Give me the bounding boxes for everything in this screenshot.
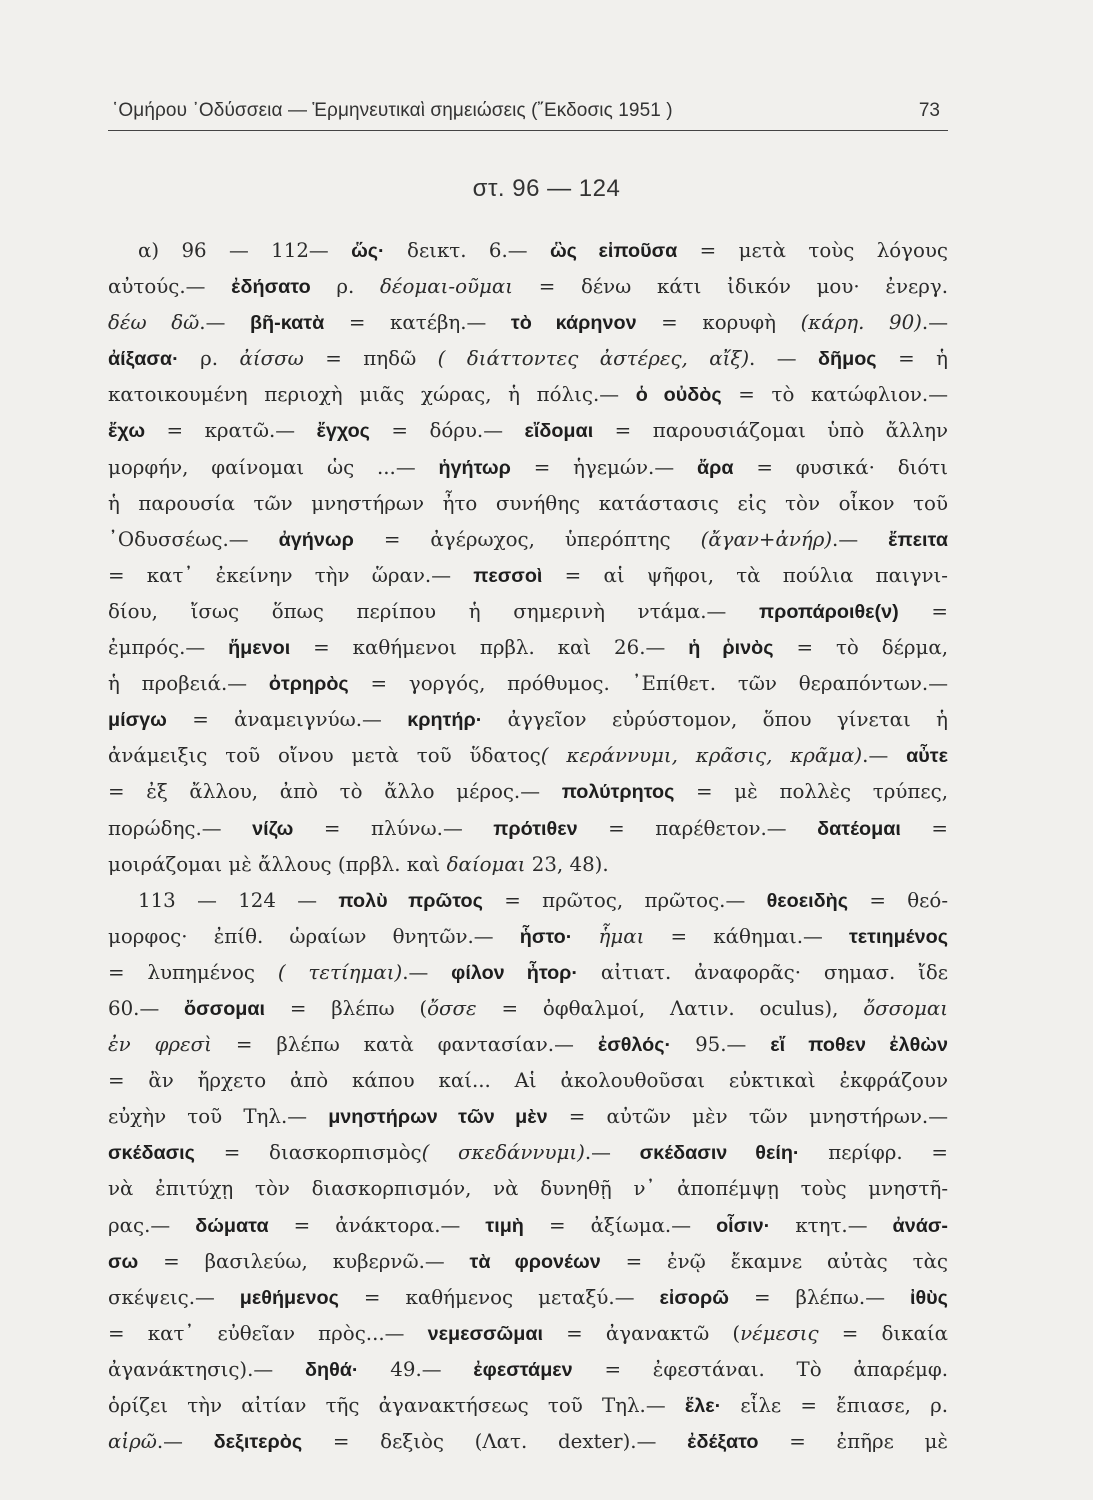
lemma: φίλον ἦτορ· bbox=[451, 961, 579, 984]
text-line bbox=[108, 269, 948, 305]
gloss-text: ἀγγεῖον εὐρύστομον, ὅπου γίνεται ἡ bbox=[482, 708, 948, 732]
text-line bbox=[108, 1244, 948, 1280]
lemma: σκέδασις bbox=[108, 1142, 195, 1165]
page-header bbox=[108, 96, 948, 131]
gloss-text: .— bbox=[862, 744, 907, 768]
gloss-text: .— bbox=[156, 1430, 214, 1454]
text-line bbox=[108, 883, 948, 919]
gloss-text: = παρέθετον.— bbox=[577, 816, 818, 840]
lemma: θεοειδὴς bbox=[766, 889, 848, 912]
lemma: ὥς· bbox=[351, 240, 385, 262]
lemma: ἧστο· bbox=[519, 925, 573, 948]
lemma: νεμεσσῶμαι bbox=[427, 1322, 544, 1345]
italic-text: ( κεράννυμι, κρᾶσις, κρᾶμα) bbox=[540, 744, 863, 768]
gloss-text: μοιράζομαι μὲ ἄλλους (πρβλ. καὶ bbox=[108, 852, 447, 876]
gloss-text: = κατ᾿ ἐκείνην τὴν ὥραν.— bbox=[108, 563, 474, 587]
italic-text: ἐν φρεσὶ bbox=[108, 1033, 212, 1057]
gloss-text: = κορυφὴ bbox=[636, 311, 801, 335]
lemma: νίζω bbox=[252, 817, 294, 840]
lemma: ἡγήτωρ bbox=[438, 456, 511, 479]
text-line bbox=[108, 413, 948, 449]
gloss-text: νὰ ἐπιτύχῃ τὸν διασκορπισμόν, νὰ δυνηθῇ ν᾿ ἀποπέμψῃ τοὺς μνηστῆ- bbox=[108, 1177, 948, 1201]
lemma: τὸ κάρηνον bbox=[510, 312, 637, 335]
gloss-text: = ἡγεμών.— bbox=[510, 455, 697, 479]
italic-text: αἱρῶ bbox=[108, 1430, 157, 1454]
gloss-text: εἷλε = ἔπιασε, ρ. bbox=[721, 1394, 948, 1417]
italic-text: δέω δῶ bbox=[108, 311, 200, 335]
gloss-text: ἐμπρός.— bbox=[108, 636, 229, 660]
gloss-text: = λυπημένος bbox=[108, 960, 278, 984]
gloss-text: = τὸ κατώφλιον.— bbox=[721, 383, 948, 407]
gloss-text: = διασκορπισμὸς bbox=[194, 1141, 422, 1165]
gloss-text: πορώδης.— bbox=[108, 816, 253, 840]
text-line bbox=[108, 305, 948, 341]
gloss-text: = γοργός, πρόθυμος. ᾿Επίθετ. τῶν θεραπόντων.— bbox=[348, 672, 948, 696]
lemma: δηθά· bbox=[304, 1358, 359, 1381]
gloss-text: 49.— bbox=[358, 1357, 474, 1381]
text-line bbox=[108, 1316, 948, 1352]
lemma: πρότιθεν bbox=[493, 817, 578, 840]
lemma: ἀνάσ- bbox=[892, 1214, 948, 1237]
gloss-text: = κάθημαι.— bbox=[644, 924, 849, 948]
text-line bbox=[108, 341, 948, 377]
italic-text: νέμεσις bbox=[740, 1321, 819, 1345]
gloss-text: = μετὰ τοὺς λόγους bbox=[677, 239, 948, 262]
text-line bbox=[108, 1135, 948, 1171]
lemma: δώματα bbox=[195, 1214, 269, 1237]
text-line bbox=[108, 1099, 948, 1135]
lemma: εἰσορῶ bbox=[659, 1286, 729, 1309]
lemma: μίσγω bbox=[108, 709, 167, 732]
gloss-text: δίου, ἴσως ὅπως περίπου ἡ σημερινὴ ντάμα.— bbox=[108, 599, 759, 623]
gloss-text: ἡ παρουσία τῶν μνηστήρων ἦτο συνήθης κατάστασις εἰς τὸν οἶκον τοῦ bbox=[108, 491, 948, 515]
lemma: ὣς εἰποῦσα bbox=[549, 240, 678, 262]
gloss-text bbox=[572, 925, 598, 948]
gloss-text: αἰτιατ. ἀναφορᾶς· σημασ. ἴδε bbox=[578, 960, 948, 984]
gloss-text: = ἡ bbox=[876, 347, 948, 371]
gloss-text: ρας.— bbox=[108, 1213, 196, 1237]
italic-text: δέομαι-οῦμαι bbox=[380, 275, 513, 299]
italic-text: ὄσσε bbox=[427, 996, 477, 1020]
text-line bbox=[108, 377, 948, 413]
gloss-text: = ἀναμειγνύω.— bbox=[166, 708, 408, 732]
gloss-text: = πηδῶ bbox=[303, 347, 438, 371]
text-line bbox=[108, 1063, 948, 1099]
lemma: ἥμενοι bbox=[228, 637, 291, 660]
gloss-text: = καθήμενοι πρβλ. καὶ 26.— bbox=[290, 636, 689, 660]
gloss-text: ἡ προβειά.— bbox=[108, 672, 269, 696]
italic-text: ὄσσομαι bbox=[863, 996, 948, 1020]
lemma: δῆμος bbox=[818, 348, 877, 371]
gloss-text: .— bbox=[584, 1141, 640, 1165]
lemma: μνηστήρων τῶν μὲν bbox=[328, 1106, 548, 1129]
lemma: ἔπειτα bbox=[888, 528, 948, 551]
lemma: πεσσοὶ bbox=[473, 564, 543, 587]
gloss-text: 60.— bbox=[108, 996, 185, 1020]
lemma: ἡ ῥινὸς bbox=[688, 637, 774, 660]
text-line bbox=[108, 666, 948, 702]
italic-text: (ἄγαν+ἀνήρ) bbox=[700, 527, 833, 551]
page-number: 73 bbox=[918, 100, 940, 121]
lemma: τὰ φρονέων bbox=[469, 1250, 601, 1273]
gloss-text: .— bbox=[402, 960, 452, 984]
gloss-text: κατοικουμένη περιοχὴ μιᾶς χώρας, ἡ πόλις.— bbox=[108, 383, 636, 407]
text-line bbox=[108, 522, 948, 558]
lemma: ἐδέξατο bbox=[687, 1431, 759, 1454]
text-line bbox=[108, 1208, 948, 1244]
text-line bbox=[108, 919, 948, 955]
gloss-text: ρ. bbox=[178, 347, 240, 371]
text-line bbox=[108, 1352, 948, 1388]
gloss-text: = ἀγέρωχος, ὑπερόπτης bbox=[353, 527, 701, 551]
text-line bbox=[108, 233, 948, 269]
text-line bbox=[108, 450, 948, 486]
lemma: μεθήμενος bbox=[239, 1286, 339, 1309]
italic-text: (κάρη. 90) bbox=[800, 311, 922, 335]
lemma: ἔχω bbox=[108, 420, 146, 443]
italic-text: ἀίσσω bbox=[239, 347, 304, 371]
lemma: ἔγχος bbox=[316, 420, 370, 443]
gloss-text: 23, 48). bbox=[525, 852, 609, 876]
gloss-text: = αἱ ψῆφοι, τὰ πούλια παιγνι- bbox=[542, 563, 948, 587]
lemma: ὄσσομαι bbox=[184, 997, 266, 1020]
gloss-text: = βασιλεύω, κυβερνῶ.— bbox=[138, 1249, 470, 1273]
gloss-text: = βλέπω ( bbox=[265, 996, 428, 1020]
gloss-text: = ἀξίωμα.— bbox=[523, 1213, 717, 1237]
gloss-text: = τὸ δέρμα, bbox=[773, 636, 948, 660]
lemma: εἴ ποθεν ἐλθὼν bbox=[770, 1034, 948, 1057]
gloss-text: εὐχὴν τοῦ Τηλ.— bbox=[108, 1105, 329, 1129]
lemma: ἀίξασα· bbox=[108, 348, 179, 371]
gloss-text: δεικτ. 6.— bbox=[384, 239, 550, 262]
lemma: κρητήρ· bbox=[407, 709, 483, 732]
gloss-text: = δεξιὸς (Λατ. dexter).— bbox=[302, 1430, 688, 1454]
text-line bbox=[108, 1027, 948, 1063]
gloss-text: = πρῶτος, πρῶτος.— bbox=[482, 888, 767, 912]
gloss-text: = ἀνάκτορα.— bbox=[268, 1213, 486, 1237]
lemma: ἰθὺς bbox=[909, 1286, 948, 1309]
lemma: τετιημένος bbox=[848, 925, 948, 948]
gloss-text: = κρατῶ.— bbox=[145, 419, 317, 443]
lemma: οἷσιν· bbox=[716, 1214, 771, 1237]
gloss-text: ὁρίζει τὴν αἰτίαν τῆς ἀγανακτήσεως τοῦ Τηλ.— bbox=[108, 1394, 685, 1417]
lemma: ἕλε· bbox=[684, 1395, 722, 1417]
gloss-text: περίφρ. = bbox=[799, 1141, 948, 1165]
gloss-text: = bbox=[900, 816, 948, 840]
lemma: ἐδήσατο bbox=[231, 276, 311, 299]
lemma: σκέδασιν θείη· bbox=[639, 1142, 800, 1165]
gloss-text: = μὲ πολλὲς τρύπες, bbox=[674, 780, 948, 804]
italic-text: δαίομαι bbox=[446, 852, 526, 876]
lemma: δεξιτερὸς bbox=[213, 1431, 303, 1454]
italic-text: ἧμαι bbox=[598, 924, 645, 948]
italic-text: ( διάττοντες ἀστέρες, αἴξ) bbox=[437, 347, 750, 371]
gloss-text: μορφήν, φαίνομαι ὡς ...— bbox=[108, 455, 439, 479]
text-line bbox=[108, 630, 948, 666]
gloss-text: ἀνάμειξις τοῦ οἴνου μετὰ τοῦ ὕδατος bbox=[108, 744, 541, 768]
gloss-text: 113 — 124 — bbox=[138, 888, 339, 912]
gloss-text: = κατέβη.— bbox=[324, 311, 511, 335]
text-line bbox=[108, 955, 948, 991]
lemma: αὖτε bbox=[906, 745, 948, 768]
gloss-text: = δικαία bbox=[818, 1321, 948, 1345]
lemma: πολύτρητος bbox=[561, 781, 675, 804]
text-line bbox=[108, 594, 948, 630]
lemma: προπάροιθε(ν) bbox=[758, 600, 899, 623]
section-heading: στ. 96 — 124 bbox=[472, 175, 621, 202]
lemma: ἐσθλός· bbox=[597, 1034, 672, 1057]
gloss-text: = ἂν ἤρχετο ἀπὸ κάπου καί... Αἱ ἀκολουθοῦσαι εὐκτικαὶ ἐκφράζουν bbox=[108, 1069, 948, 1093]
gloss-text: = κατ᾿ εὐθεῖαν πρὸς...— bbox=[108, 1321, 428, 1345]
gloss-text: = ἐφεστάναι. Τὸ ἀπαρέμφ. bbox=[572, 1357, 948, 1381]
gloss-text: = αὐτῶν μὲν τῶν μνηστήρων.— bbox=[547, 1105, 948, 1129]
gloss-text: .— bbox=[832, 527, 889, 551]
text-line bbox=[108, 738, 948, 774]
gloss-text: = δένω κάτι ἰδικόν μου· ἐνεργ. bbox=[513, 275, 948, 299]
italic-text: ( τετίημαι) bbox=[277, 960, 403, 984]
gloss-text: κτητ.— bbox=[770, 1213, 893, 1237]
gloss-text: .— bbox=[199, 311, 250, 335]
italic-text: ( σκεδάννυμι) bbox=[421, 1141, 585, 1165]
lemma: ὁ οὐδὸς bbox=[635, 384, 722, 407]
gloss-text: = θεό- bbox=[848, 888, 948, 912]
gloss-text: = πλύνω.— bbox=[293, 816, 494, 840]
gloss-text: .— bbox=[921, 311, 948, 335]
text-line bbox=[108, 702, 948, 738]
text-line bbox=[108, 1171, 948, 1207]
lemma: ἐφεστάμεν bbox=[473, 1358, 573, 1381]
text-line bbox=[108, 811, 948, 847]
lemma: τιμὴ bbox=[485, 1214, 524, 1237]
gloss-text: αὐτούς.— bbox=[108, 275, 232, 299]
running-title: ῾Ομήρου ᾿Οδύσσεια — Ἑρμηνευτικαὶ σημειώσεις (῎Εκδοσις 1951 ) bbox=[112, 100, 673, 121]
lemma: ἀγήνωρ bbox=[278, 528, 354, 551]
gloss-text: = ἀγανακτῶ ( bbox=[543, 1321, 741, 1345]
text-line bbox=[108, 1280, 948, 1316]
gloss-text: = ἐπῆρε μὲ bbox=[758, 1430, 948, 1454]
gloss-text: 95.— bbox=[671, 1033, 771, 1057]
lemma: ἄρα bbox=[696, 456, 734, 479]
gloss-text: = ἐνῷ ἔκαμνε αὐτὰς τὰς bbox=[600, 1249, 948, 1273]
gloss-text: = ἐξ ἄλλου, ἀπὸ τὸ ἄλλο μέρος.— bbox=[108, 780, 562, 804]
gloss-text: = βλέπω.— bbox=[728, 1285, 910, 1309]
text-line bbox=[108, 1424, 948, 1460]
gloss-text: = bbox=[898, 599, 948, 623]
text-line bbox=[108, 774, 948, 810]
gloss-text: ἀγανάκτησις).— bbox=[108, 1357, 305, 1381]
gloss-text: μορφος· ἐπίθ. ὡραίων θνητῶν.— bbox=[108, 924, 520, 948]
lemma: σω bbox=[108, 1250, 139, 1273]
gloss-text: = φυσικά· διότι bbox=[733, 455, 948, 479]
gloss-text: . — bbox=[749, 347, 819, 371]
lemma: βῆ-κατὰ bbox=[249, 312, 325, 335]
gloss-text: = δόρυ.— bbox=[369, 419, 525, 443]
text-line bbox=[108, 558, 948, 594]
text-line bbox=[108, 1388, 948, 1424]
gloss-text: ᾿Οδυσσέως.— bbox=[108, 527, 279, 551]
text-line bbox=[108, 847, 948, 883]
lemma: ὀτρηρὸς bbox=[268, 673, 349, 696]
gloss-text: = καθήμενος μεταξύ.— bbox=[338, 1285, 660, 1309]
lemma: πολὺ πρῶτος bbox=[338, 889, 483, 912]
gloss-text: α) 96 — 112— bbox=[138, 239, 352, 262]
lemma: δατέομαι bbox=[817, 817, 901, 840]
lemma: εἴδομαι bbox=[524, 420, 594, 443]
text-line bbox=[108, 991, 948, 1027]
gloss-text: = παρουσιάζομαι ὑπὸ ἄλλην bbox=[593, 419, 948, 443]
commentary-body bbox=[108, 233, 948, 1460]
gloss-text: = βλέπω κατὰ φαντασίαν.— bbox=[211, 1033, 598, 1057]
text-line bbox=[108, 486, 948, 522]
gloss-text: ρ. bbox=[310, 275, 380, 299]
gloss-text: = ὀφθαλμοί, Λατιν. oculus), bbox=[476, 996, 864, 1020]
gloss-text: σκέψεις.— bbox=[108, 1285, 240, 1309]
